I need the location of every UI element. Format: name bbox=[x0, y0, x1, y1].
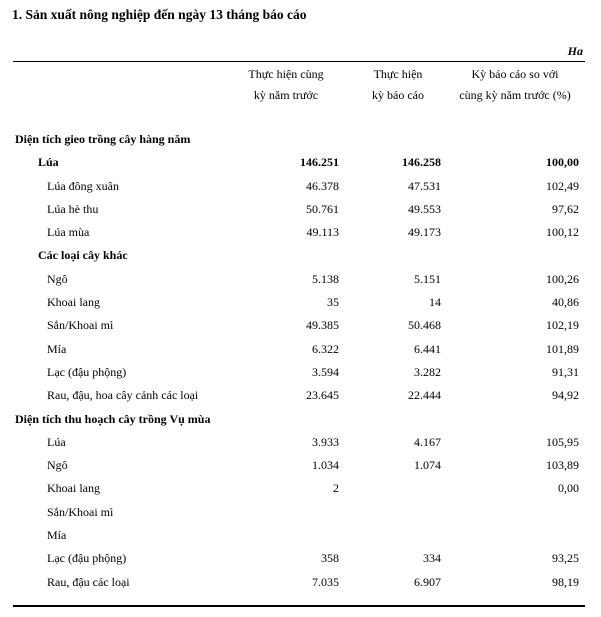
row-label: Các loại cây khác bbox=[38, 248, 128, 263]
row-label: Ngô bbox=[47, 271, 68, 286]
cell-current-period: 4.167 bbox=[414, 434, 441, 449]
column-header-line: cùng kỳ năm trước (%) bbox=[459, 88, 571, 102]
cell-percent: 40,86 bbox=[552, 295, 579, 310]
cell-previous-year: 3.594 bbox=[312, 364, 339, 379]
table-bottom-rule bbox=[13, 605, 585, 607]
cell-percent: 102,49 bbox=[546, 178, 579, 193]
table-row bbox=[0, 314, 601, 337]
data-table bbox=[0, 128, 601, 594]
row-label: Lạc (đậu phộng) bbox=[47, 551, 127, 566]
row-label: Diện tích thu hoạch cây trồng Vụ mùa bbox=[15, 411, 211, 426]
table-row bbox=[0, 244, 601, 267]
table-row bbox=[0, 338, 601, 361]
row-label: Rau, đậu các loại bbox=[47, 574, 130, 589]
cell-current-period: 334 bbox=[423, 551, 441, 566]
row-label: Lúa mùa bbox=[47, 225, 90, 240]
table-row bbox=[0, 268, 601, 291]
table-row bbox=[0, 221, 601, 244]
table-row bbox=[0, 198, 601, 221]
table-row bbox=[0, 547, 601, 570]
table-row bbox=[0, 291, 601, 314]
cell-previous-year: 5.138 bbox=[312, 271, 339, 286]
cell-previous-year: 3.933 bbox=[312, 434, 339, 449]
cell-previous-year: 49.113 bbox=[306, 225, 339, 240]
row-label: Sắn/Khoai mì bbox=[47, 318, 114, 333]
cell-current-period: 49.553 bbox=[408, 201, 441, 216]
column-header-line: kỳ báo cáo bbox=[372, 88, 424, 102]
table-row bbox=[0, 408, 601, 431]
column-header-percent-change bbox=[450, 64, 580, 106]
cell-previous-year: 50.761 bbox=[306, 201, 339, 216]
cell-current-period: 3.282 bbox=[414, 364, 441, 379]
table-row bbox=[0, 501, 601, 524]
column-header-previous-year bbox=[238, 64, 334, 106]
row-label: Khoai lang bbox=[47, 481, 100, 496]
cell-percent: 105,95 bbox=[546, 434, 579, 449]
cell-current-period: 47.531 bbox=[408, 178, 441, 193]
column-header-line: Thực hiện bbox=[373, 67, 423, 81]
table-row bbox=[0, 454, 601, 477]
row-label: Diện tích gieo trồng cây hàng năm bbox=[15, 132, 191, 146]
cell-current-period: 22.444 bbox=[408, 388, 441, 403]
cell-percent: 101,89 bbox=[546, 341, 579, 356]
cell-previous-year: 23.645 bbox=[306, 388, 339, 403]
cell-current-period: 49.173 bbox=[408, 225, 441, 240]
cell-percent: 98,19 bbox=[552, 574, 579, 589]
table-row bbox=[0, 431, 601, 454]
cell-percent: 100,26 bbox=[546, 271, 579, 286]
table-row bbox=[0, 175, 601, 198]
cell-percent: 0,00 bbox=[558, 481, 579, 496]
row-label: Mía bbox=[47, 341, 67, 356]
cell-percent: 103,89 bbox=[546, 458, 579, 473]
column-header-line: Thực hiện cùng bbox=[248, 67, 324, 81]
cell-current-period: 5.151 bbox=[414, 271, 441, 286]
cell-percent: 97,62 bbox=[552, 201, 579, 216]
column-header-line: Kỳ báo cáo so với bbox=[471, 67, 559, 81]
table-row bbox=[0, 128, 601, 151]
row-label: Lúa bbox=[38, 155, 59, 170]
row-label: Mía bbox=[47, 528, 67, 543]
cell-current-period: 14 bbox=[429, 295, 441, 310]
cell-percent: 100,00 bbox=[546, 155, 579, 170]
table-row bbox=[0, 151, 601, 174]
cell-percent: 93,25 bbox=[552, 551, 579, 566]
cell-previous-year: 7.035 bbox=[312, 574, 339, 589]
row-label: Lúa đông xuân bbox=[47, 178, 119, 193]
table-row bbox=[0, 571, 601, 594]
table-row bbox=[0, 524, 601, 547]
table-row bbox=[0, 384, 601, 407]
cell-previous-year: 1.034 bbox=[312, 458, 339, 473]
cell-percent: 100,12 bbox=[546, 225, 579, 240]
cell-previous-year: 49.385 bbox=[306, 318, 339, 333]
cell-percent: 91,31 bbox=[552, 364, 579, 379]
page-title: 1. Sản xuất nông nghiệp đến ngày 13 tháng báo cáo bbox=[12, 7, 307, 22]
table-top-rule bbox=[13, 61, 585, 62]
cell-current-period: 50.468 bbox=[408, 318, 441, 333]
table-row bbox=[0, 477, 601, 500]
row-label: Sắn/Khoai mì bbox=[47, 504, 114, 519]
unit-label: Ha bbox=[567, 44, 583, 58]
row-label: Lạc (đậu phộng) bbox=[47, 364, 127, 379]
row-label: Rau, đậu, hoa cây cảnh các loại bbox=[47, 388, 199, 403]
column-header-line: kỳ năm trước bbox=[253, 88, 319, 102]
cell-current-period: 6.907 bbox=[414, 574, 441, 589]
cell-previous-year: 35 bbox=[327, 295, 339, 310]
row-label: Lúa hè thu bbox=[47, 201, 99, 216]
cell-percent: 102,19 bbox=[546, 318, 579, 333]
cell-previous-year: 6.322 bbox=[312, 341, 339, 356]
row-label: Lúa bbox=[47, 434, 66, 449]
cell-previous-year: 2 bbox=[333, 481, 339, 496]
table-row bbox=[0, 361, 601, 384]
row-label: Ngô bbox=[47, 458, 68, 473]
cell-current-period: 1.074 bbox=[414, 458, 441, 473]
cell-previous-year: 46.378 bbox=[306, 178, 339, 193]
cell-previous-year: 146.251 bbox=[300, 155, 339, 170]
column-header-current-period bbox=[350, 64, 446, 106]
cell-previous-year: 358 bbox=[321, 551, 339, 566]
cell-current-period: 6.441 bbox=[414, 341, 441, 356]
cell-percent: 94,92 bbox=[552, 388, 579, 403]
cell-current-period: 146.258 bbox=[402, 155, 441, 170]
row-label: Khoai lang bbox=[47, 295, 100, 310]
